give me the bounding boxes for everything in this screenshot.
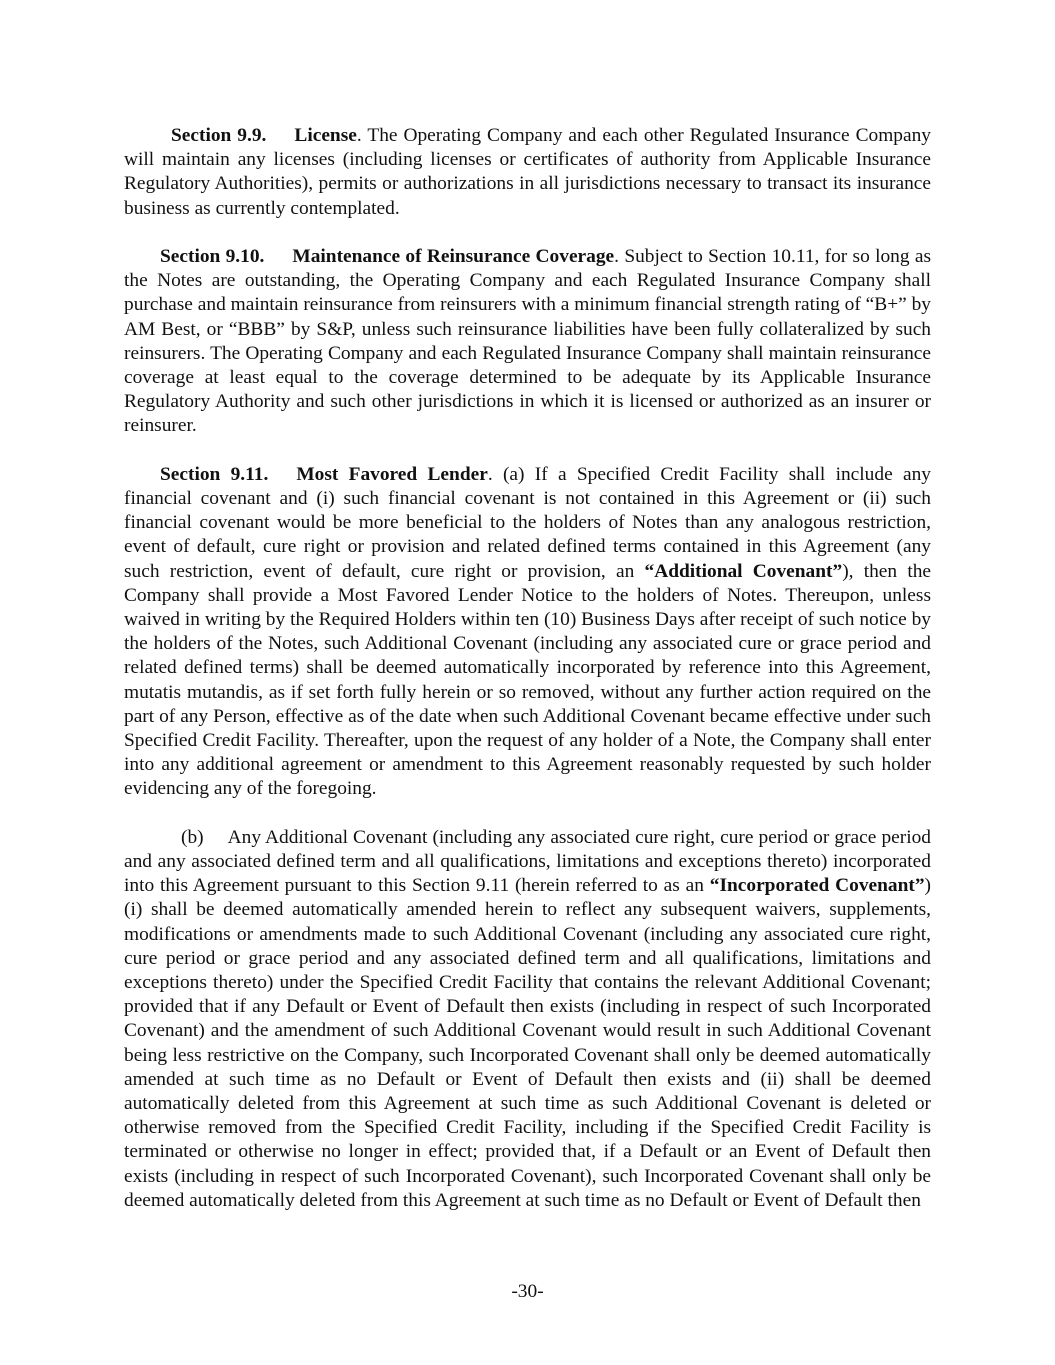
section-title: Most Favored Lender	[296, 463, 488, 485]
section-body: (a) If a Specified Credit Facility shall include any financial covenant and (i) such financial covenant is not contained in this Agreement or (ii) such financial covenant would be more beneficial to the holders of Notes than any analogous restriction, event of default, cure right or provision and related defined terms contained in this Agreement (any such restriction, event of default, cure right or provision, an	[124, 463, 931, 582]
title-punct: .	[614, 246, 620, 267]
section-number: Section 9.11.	[160, 463, 269, 485]
section-number: Section 9.9.	[171, 125, 267, 146]
subparagraph-b	[124, 826, 931, 1213]
subparagraph-body: Any Additional Covenant (including any associated cure right, cure period or grace period and any associated defined term and all qualifications, limitations and exceptions thereto) incorporated into this Agreement pursuant to this Section 9.11 (herein referred to as an	[124, 826, 931, 897]
subparagraph-label: (b)	[181, 826, 204, 848]
section-body: Subject to Section 10.11, for so long as the Notes are outstanding, the Operating Company and each Regulated Insurance Company shall purchase and maintain reinsurance from reinsurers with a minimum financial strength rating of “B+” by AM Best, or “BBB” by S&P, unless such reinsurance liabilities have been fully collateralized by such reinsurers. The Operating Company and each Regulated Insurance Company shall maintain reinsurance coverage at least equal to the coverage determined to be adequate by its Applicable Insurance Regulatory Authority and such other jurisdictions in which it is licensed or authorized as an insurer or reinsurer.	[124, 246, 932, 437]
subparagraph-body-cont: ) (i) shall be deemed automatically amended herein to reflect any subsequent waivers, supplements, modifications or amendments made to such Additional Covenant (including any associated cure right, cure period or grace period and any associated defined term and all qualifications, limitations and exceptions thereto) under the Specified Credit Facility that contains the relevant Additional Covenant; provided that if any Default or Event of Default then exists (including in respect of such Incorporated Covenant) and the amendment of such Additional Covenant would result in such Additional Covenant being less restrictive on the Company, such Incorporated Covenant shall only be deemed automatically amended at such time as no Default or Event of Default then exists and (ii) shall be deemed automatically deleted from this Agreement at such time as such Additional Covenant is deleted or otherwise removed from the Specified Credit Facility, including if the Specified Credit Facility is terminated or otherwise no longer in effect; provided that, if a Default or an Event of Default then exists (including in respect of such Incorporated Covenant), such Incorporated Covenant shall only be deemed automatically deleted from this Agreement at such time as no Default or Event of Default then	[124, 875, 932, 1211]
defined-term-additional-covenant: “Additional Covenant”	[644, 560, 843, 582]
section-9-9	[124, 124, 931, 221]
section-title: License	[294, 125, 357, 146]
title-punct: .	[356, 125, 362, 146]
section-body: The Operating Company and each other Regulated Insurance Company will maintain any licenses (including licenses or certificates of authority from Applicable Insurance Regulatory Authorities), permits or authorizations in all jurisdictions necessary to transact its insurance business as currently contemplated.	[124, 125, 931, 219]
document-page	[124, 124, 931, 1237]
section-9-11	[124, 463, 931, 802]
section-9-10	[124, 245, 931, 439]
title-punct: .	[487, 463, 493, 485]
page-number: -30-	[511, 1281, 544, 1302]
section-title: Maintenance of Reinsurance Coverage	[292, 246, 615, 267]
section-body-cont: ), then the Company shall provide a Most Favored Lender Notice to the holders of Notes. Thereupon, unless waived in writing by the Required Holders within ten (10) Business Days after receipt of such notice by the holders of the Notes, such Additional Covenant (including any associated cure or grace period and related defined terms) shall be deemed automatically incorporated by reference into this Agreement, mutatis mutandis, as if set forth fully herein or so removed, without any further action required on the part of any Person, effective as of the date when such Additional Covenant became effective under such Specified Credit Facility. Thereafter, upon the request of any holder of a Note, the Company shall enter into any additional agreement or amendment to this Agreement reasonably requested by such holder evidencing any of the foregoing.	[124, 560, 932, 800]
defined-term-incorporated-covenant: “Incorporated Covenant”	[709, 875, 925, 897]
section-number: Section 9.10.	[160, 246, 265, 267]
